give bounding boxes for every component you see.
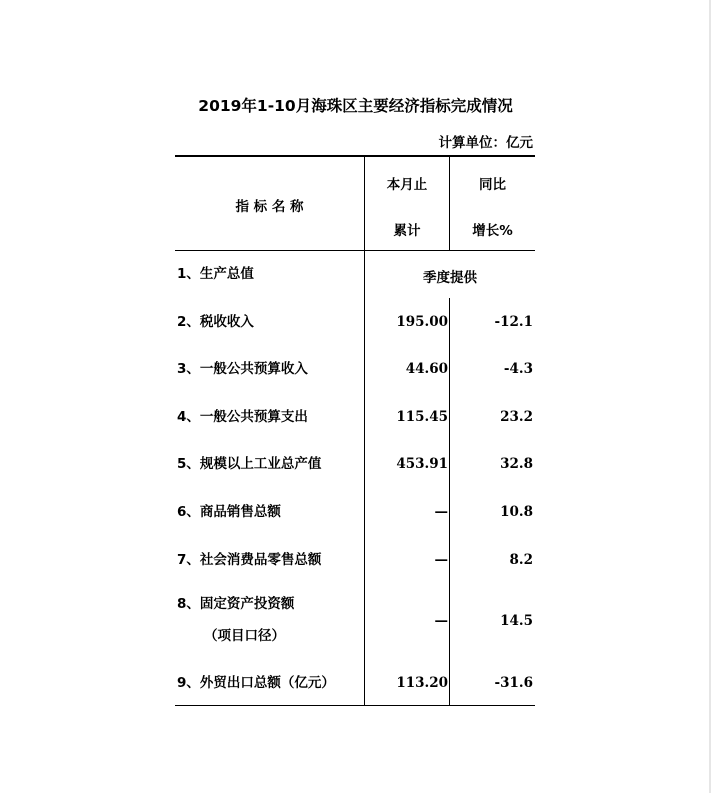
table-top-rule — [175, 155, 535, 157]
row-cumulative: 195.00 — [396, 314, 448, 330]
table-row — [175, 357, 535, 381]
row-yoy: -4.3 — [503, 361, 533, 377]
row-cumulative: — — [434, 552, 448, 568]
row-yoy: 10.8 — [500, 504, 533, 520]
header-yoy-line1: 同比 — [479, 177, 506, 193]
row-cumulative: 113.20 — [396, 675, 448, 691]
table-row-values — [175, 609, 535, 633]
row-name: 2、税收收入 — [177, 314, 254, 330]
row-yoy: -12.1 — [494, 314, 533, 330]
row-cumulative: 115.45 — [396, 409, 448, 425]
row-name: 3、一般公共预算收入 — [177, 361, 308, 377]
table-row — [175, 671, 535, 695]
row-name: 6、商品销售总额 — [177, 504, 281, 520]
document-title: 2019年1-10月海珠区主要经济指标完成情况 — [198, 97, 513, 115]
row-name: 7、社会消费品零售总额 — [177, 552, 322, 568]
header-cumulative-line2: 累计 — [393, 223, 421, 239]
header-bottom-rule — [175, 250, 535, 251]
row-name: 5、规模以上工业总产值 — [177, 456, 322, 472]
row-yoy: 14.5 — [500, 613, 533, 629]
table-row — [175, 548, 535, 572]
row-name: 8、固定资产投资额 — [177, 596, 295, 612]
row-name: 1、生产总值 — [177, 266, 254, 282]
table-row — [175, 500, 535, 524]
header-yoy-line2: 增长% — [472, 223, 513, 239]
header-cumulative-line1: 本月止 — [386, 177, 428, 193]
row-cumulative: — — [434, 504, 448, 520]
unit-label: 计算单位：亿元 — [438, 135, 533, 151]
row-name: 4、一般公共预算支出 — [177, 409, 308, 425]
header-name: 指 标 名 称 — [235, 199, 304, 215]
row-yoy: 8.2 — [509, 552, 533, 568]
table-row — [175, 405, 535, 429]
row-name: 9、外贸出口总额（亿元） — [177, 675, 335, 691]
table-row — [175, 310, 535, 334]
table-bottom-rule — [175, 705, 535, 706]
row-yoy: -31.6 — [494, 675, 533, 691]
row-subname: （项目口径） — [204, 628, 285, 644]
row-yoy: 23.2 — [500, 409, 533, 425]
row-cumulative: — — [434, 613, 448, 629]
table-row — [175, 452, 535, 476]
row-cumulative: 44.60 — [405, 361, 448, 377]
quarter-note: 季度提供 — [423, 270, 477, 286]
row-cumulative: 453.91 — [396, 456, 448, 472]
row-yoy: 32.8 — [500, 456, 533, 472]
